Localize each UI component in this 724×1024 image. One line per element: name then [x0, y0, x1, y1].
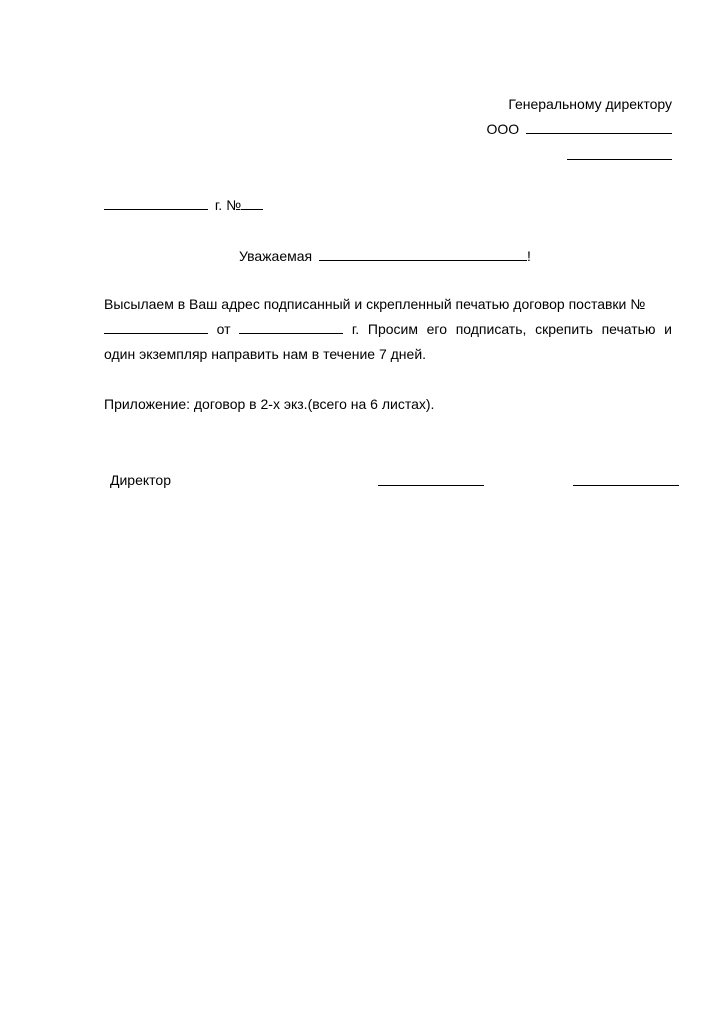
signature-title: Директор: [110, 472, 171, 488]
addressee-line-1: Генеральному директору: [508, 96, 672, 112]
greeting-exclamation: !: [527, 248, 531, 264]
body-line-1: Высылаем в Ваш адрес подписанный и скрепленный печатью договор поставки №: [104, 296, 646, 312]
from-label: от: [216, 321, 231, 337]
recipient-name-blank: [319, 248, 527, 261]
body-word: Просим: [367, 321, 418, 337]
signature-blank: [378, 485, 484, 486]
city-abbrev: г.: [351, 321, 360, 337]
body-word: печатью: [601, 321, 656, 337]
greeting-label: Уважаемая: [239, 248, 313, 264]
company-name-blank: [526, 121, 672, 134]
signature-name-blank: [573, 485, 679, 486]
reference-line: [104, 197, 263, 213]
body-word: скрепить: [535, 321, 593, 337]
body-line-2: [104, 321, 672, 337]
company-prefix: ООО: [486, 121, 520, 137]
attachment-line: Приложение: договор в 2-х экз.(всего на 6 листах).: [104, 396, 435, 412]
body-line-3: один экземпляр направить нам в течение 7 дней.: [104, 346, 427, 362]
body-word: и: [664, 321, 672, 337]
body-word: подписать,: [455, 321, 527, 337]
contract-number-blank: [104, 321, 208, 334]
addressee-line-2: [486, 121, 672, 137]
number-blank: [241, 197, 263, 210]
contract-date-blank: [239, 321, 343, 334]
city-number-label: г. №: [214, 197, 242, 213]
date-blank: [104, 197, 208, 210]
addressee-extra-blank: [567, 159, 672, 160]
body-word: его: [426, 321, 448, 337]
greeting-line: [239, 248, 531, 264]
